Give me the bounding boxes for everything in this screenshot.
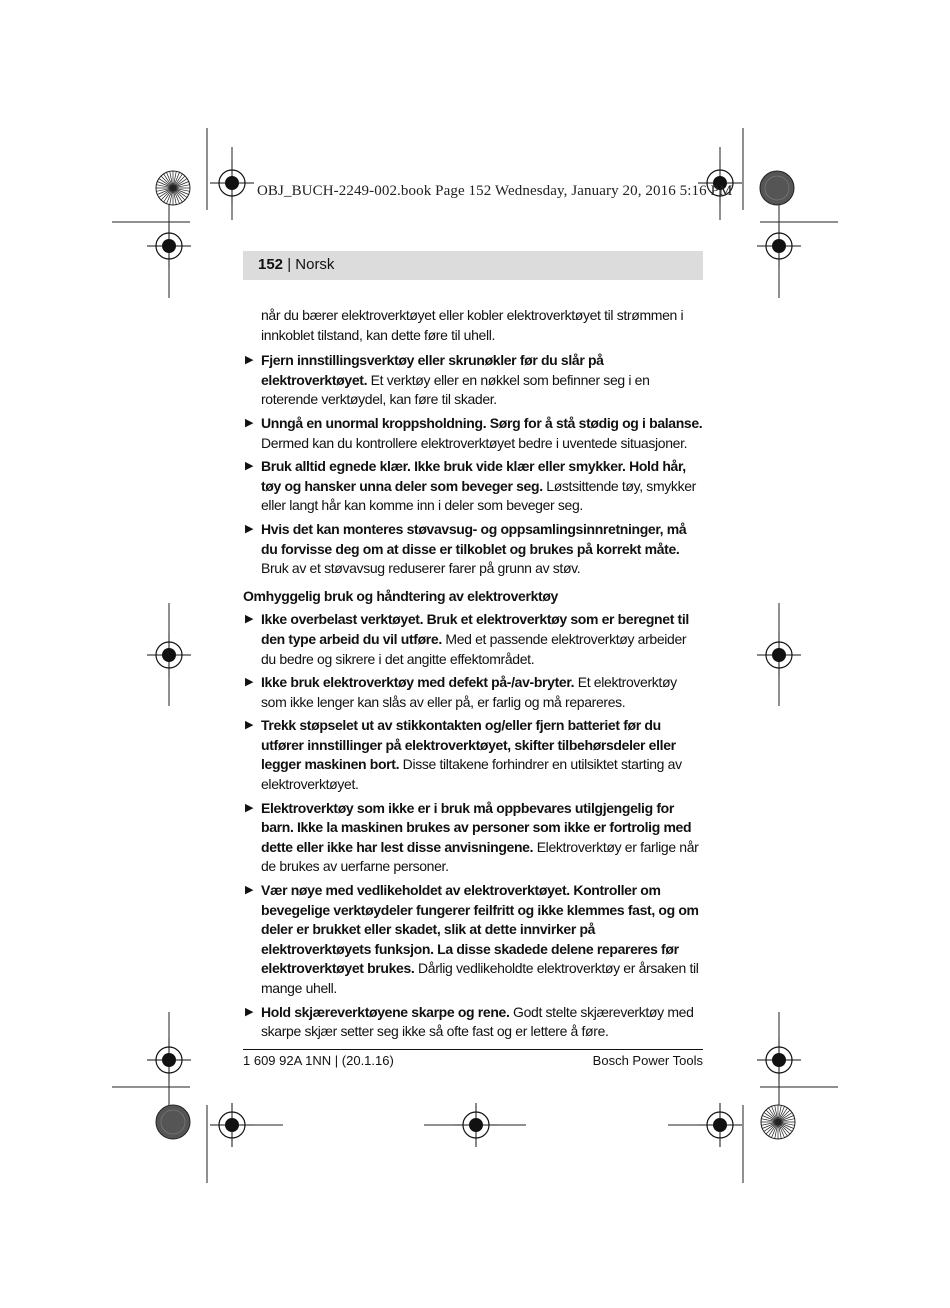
- page-number: 152: [258, 256, 284, 273]
- bullet-arrow-icon: ▶: [245, 801, 254, 814]
- bullet-arrow-icon: ▶: [245, 719, 254, 732]
- instruction-bold: Ikke bruk elektroverktøy med defekt på-/av-bryter.: [261, 674, 575, 691]
- list-item: [243, 673, 703, 712]
- instruction-explanation: Disse tiltakene forhindrer en utilsiktet starting av elektroverktøyet.: [261, 756, 682, 793]
- bullet-arrow-icon: ▶: [245, 1005, 254, 1018]
- header-separator: |: [283, 256, 296, 273]
- footer-doc-number: 1 609 92A 1NN | (20.1.16): [243, 1053, 394, 1068]
- instruction-bold: Fjern innstillingsverktøy eller skrunøkler før du slår på elektroverktøyet.: [261, 352, 604, 388]
- list-item: [243, 716, 703, 794]
- instruction-explanation: Et elektroverktøy som ikke lenger kan slås av eller på, er farlig og må repareres.: [261, 674, 677, 710]
- instruction-explanation: Bruk av et støvavsug reduserer farer på grunn av støv.: [261, 560, 581, 577]
- list-item: [243, 1003, 703, 1042]
- instruction-bold: Bruk alltid egnede klær. Ikke bruk vide klær eller smykker. Hold hår, tøy og hansker unna deler som beveger seg.: [261, 458, 686, 494]
- instruction-explanation: Dermed kan du kontrollere elektroverktøyet bedre i uventede situasjoner.: [261, 434, 688, 451]
- instruction-bold: Hvis det kan monteres støvavsug- og oppsamlingsinnretninger, må du forvisse deg om at disse er tilkoblet og brukes på korrekt måte.: [261, 520, 687, 557]
- instruction-bold: Vær nøye med vedlikeholdet av elektroverktøyet. Kontroller om bevegelige verktøydeler fungerer feilfritt og ikke klemmes fast, og om deler er brukket eller skadet, slik at dette innvirker på elektroverktøyets funksjon. La disse skadede delene repareres før elektroverktøyet brukes.: [261, 882, 699, 977]
- list-item: [243, 610, 703, 669]
- section-heading: Omhyggelig bruk og håndtering av elektroverktøy: [243, 587, 558, 604]
- header-language: Norsk: [295, 256, 335, 273]
- instruction-explanation: Med et passende elektroverktøy arbeider du bedre og sikrere i det angitte effektområdet.: [261, 630, 687, 667]
- footer-rule: [243, 1049, 703, 1050]
- list-item: [243, 414, 703, 453]
- list-item: [243, 457, 703, 516]
- bullet-arrow-icon: ▶: [245, 416, 254, 429]
- instruction-explanation: Et verktøy eller en nøkkel som befinner seg i en roterende verktøydel, kan føre til skader.: [261, 371, 650, 408]
- bullet-arrow-icon: ▶: [245, 613, 254, 626]
- bullet-arrow-icon: ▶: [245, 884, 254, 897]
- instruction-bold: Ikke overbelast verktøyet. Bruk et elektroverktøy som er beregnet til den type arbeid du vil utføre.: [261, 611, 689, 647]
- instruction-explanation: Løstsittende tøy, smykker eller langt hår kan komme inn i deler som beveger seg.: [261, 477, 696, 514]
- page-header: [258, 256, 334, 273]
- document-body: [243, 306, 703, 1046]
- instruction-bold: Trekk støpselet ut av stikkontakten og/eller fjern batteriet før du utfører innstillinger på elektroverktøyet, skifter tilbehørsdeler eller legger maskinen bort.: [261, 717, 676, 773]
- list-item: [243, 520, 703, 579]
- page-header-bar: [243, 251, 703, 280]
- continued-paragraph: når du bærer elektroverktøyet eller kobler elektroverktøyet til strømmen i innkoblet tilstand, kan dette føre til uhell.: [261, 307, 684, 343]
- instruction-explanation: Godt stelte skjæreverktøy med skarpe skjær setter seg ikke så ofte fast og er lettere å føre.: [261, 1003, 694, 1040]
- list-item: [243, 881, 703, 999]
- bullet-arrow-icon: ▶: [245, 522, 254, 535]
- instruction-bold: Elektroverktøy som ikke er i bruk må oppbevares utilgjengelig for barn. Ikke la maskinen brukes av personer som ikke er fortrolig med dette eller ikke har lest disse anvisningene.: [261, 799, 692, 855]
- bullet-arrow-icon: ▶: [245, 460, 254, 473]
- instruction-bold: Hold skjæreverktøyene skarpe og rene.: [261, 1003, 510, 1020]
- instruction-explanation: Elektroverktøy er farlige når de brukes av uerfarne personer.: [261, 838, 699, 875]
- safety-list-careful-use: [243, 610, 703, 1041]
- list-item: [243, 351, 703, 410]
- footer-brand: Bosch Power Tools: [592, 1053, 703, 1068]
- bullet-arrow-icon: ▶: [245, 676, 254, 689]
- safety-list-general: [243, 351, 703, 579]
- list-item: [243, 799, 703, 877]
- instruction-bold: Unngå en unormal kroppsholdning. Sørg for å stå stødig og i balanse.: [261, 414, 703, 431]
- instruction-explanation: Dårlig vedlikeholdte elektroverktøy er årsaken til mange uhell.: [261, 960, 699, 996]
- print-slug-line: OBJ_BUCH-2249-002.book Page 152 Wednesday, January 20, 2016 5:16 PM: [257, 183, 733, 199]
- bullet-arrow-icon: ▶: [245, 354, 254, 367]
